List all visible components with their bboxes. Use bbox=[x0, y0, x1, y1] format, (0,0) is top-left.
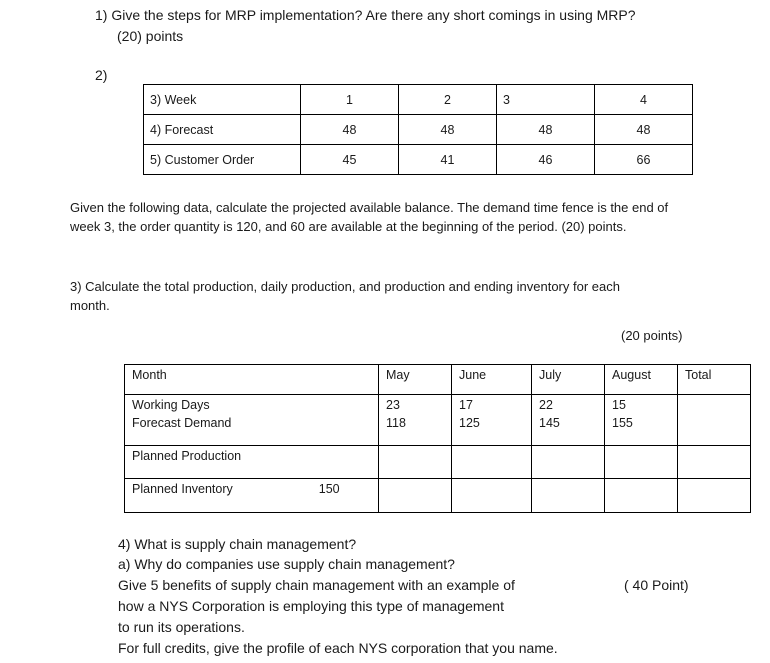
planned-production-total bbox=[678, 446, 751, 479]
table-row-days-demand bbox=[125, 395, 751, 446]
may-working-days: 23 bbox=[386, 398, 400, 412]
question-4-line-5: to run its operations. bbox=[118, 619, 245, 635]
august-working-days: 15 bbox=[612, 398, 626, 412]
planned-production-august bbox=[605, 446, 678, 479]
august-forecast-demand: 155 bbox=[612, 416, 633, 430]
july-working-days: 22 bbox=[539, 398, 553, 412]
customer-order-week-3: 46 bbox=[497, 145, 595, 175]
july-forecast-demand: 145 bbox=[539, 416, 560, 430]
planned-production-may bbox=[379, 446, 452, 479]
forecast-week-3: 48 bbox=[497, 115, 595, 145]
planned-inventory-total bbox=[678, 479, 751, 513]
customer-order-label: 5) Customer Order bbox=[144, 145, 301, 175]
forecast-week-2: 48 bbox=[399, 115, 497, 145]
table-row-planned-inventory bbox=[125, 479, 751, 513]
customer-order-week-2: 41 bbox=[399, 145, 497, 175]
planned-production-label: Planned Production bbox=[125, 446, 379, 479]
may-forecast-demand: 118 bbox=[386, 416, 406, 430]
table-row-week bbox=[144, 85, 693, 115]
question-4-line-1: 4) What is supply chain management? bbox=[118, 536, 357, 552]
question-2-text-line-2: week 3, the order quantity is 120, and 60 are available at the beginning of the period. (20) points. bbox=[70, 219, 627, 234]
planned-inventory-may bbox=[379, 479, 452, 513]
production-table bbox=[124, 364, 751, 513]
customer-order-week-1: 45 bbox=[301, 145, 399, 175]
table-row-forecast bbox=[144, 115, 693, 145]
question-4-line-2: a) Why do companies use supply chain management? bbox=[118, 556, 455, 572]
table-row-customer-order bbox=[144, 145, 693, 175]
question-3-points: (20 points) bbox=[621, 328, 683, 343]
question-1-text: 1) Give the steps for MRP implementation? Are there any short comings in using MRP? bbox=[95, 7, 636, 23]
week-3: 3 bbox=[497, 85, 595, 115]
may-header: May bbox=[379, 365, 452, 395]
week-2: 2 bbox=[399, 85, 497, 115]
planned-inventory-august bbox=[605, 479, 678, 513]
planned-production-june bbox=[452, 446, 532, 479]
working-days-label: Working Days bbox=[132, 398, 210, 412]
month-header: Month bbox=[125, 365, 379, 395]
forecast-demand-label: Forecast Demand bbox=[132, 416, 232, 430]
week-1: 1 bbox=[301, 85, 399, 115]
august-header: August bbox=[605, 365, 678, 395]
question-1-points: (20) points bbox=[117, 28, 184, 44]
total-values bbox=[678, 395, 751, 446]
june-values bbox=[452, 395, 532, 446]
table-row-header bbox=[125, 365, 751, 395]
june-working-days: 17 bbox=[459, 398, 473, 412]
june-forecast-demand: 125 bbox=[459, 416, 480, 430]
forecast-label: 4) Forecast bbox=[144, 115, 301, 145]
may-values bbox=[379, 395, 452, 446]
planned-inventory-june bbox=[452, 479, 532, 513]
july-header: July bbox=[532, 365, 605, 395]
week-label: 3) Week bbox=[144, 85, 301, 115]
days-demand-labels bbox=[125, 395, 379, 446]
question-3-text-line-1: 3) Calculate the total production, daily production, and production and ending inventory for each bbox=[70, 279, 620, 294]
planned-production-july bbox=[532, 446, 605, 479]
total-header: Total bbox=[678, 365, 751, 395]
planned-inventory-july bbox=[532, 479, 605, 513]
question-4-line-3: Give 5 benefits of supply chain management with an example of bbox=[118, 577, 515, 593]
customer-order-week-4: 66 bbox=[595, 145, 693, 175]
planned-inventory-initial: 150 bbox=[318, 482, 340, 496]
question-3-text-line-2: month. bbox=[70, 298, 110, 313]
planned-inventory-label: Planned Inventory bbox=[132, 482, 233, 496]
question-4-points: ( 40 Point) bbox=[624, 577, 689, 593]
forecast-week-1: 48 bbox=[301, 115, 399, 145]
august-values bbox=[605, 395, 678, 446]
question-4-line-6: For full credits, give the profile of each NYS corporation that you name. bbox=[118, 640, 558, 656]
mrp-table bbox=[143, 84, 693, 175]
july-values bbox=[532, 395, 605, 446]
question-2-text-line-1: Given the following data, calculate the projected available balance. The demand time fence is the end of bbox=[70, 200, 669, 215]
forecast-week-4: 48 bbox=[595, 115, 693, 145]
question-4-line-4: how a NYS Corporation is employing this type of management bbox=[118, 598, 504, 614]
planned-inventory-cell bbox=[125, 479, 379, 513]
question-2-number: 2) bbox=[95, 67, 108, 83]
table-row-planned-production bbox=[125, 446, 751, 479]
week-4: 4 bbox=[595, 85, 693, 115]
june-header: June bbox=[452, 365, 532, 395]
